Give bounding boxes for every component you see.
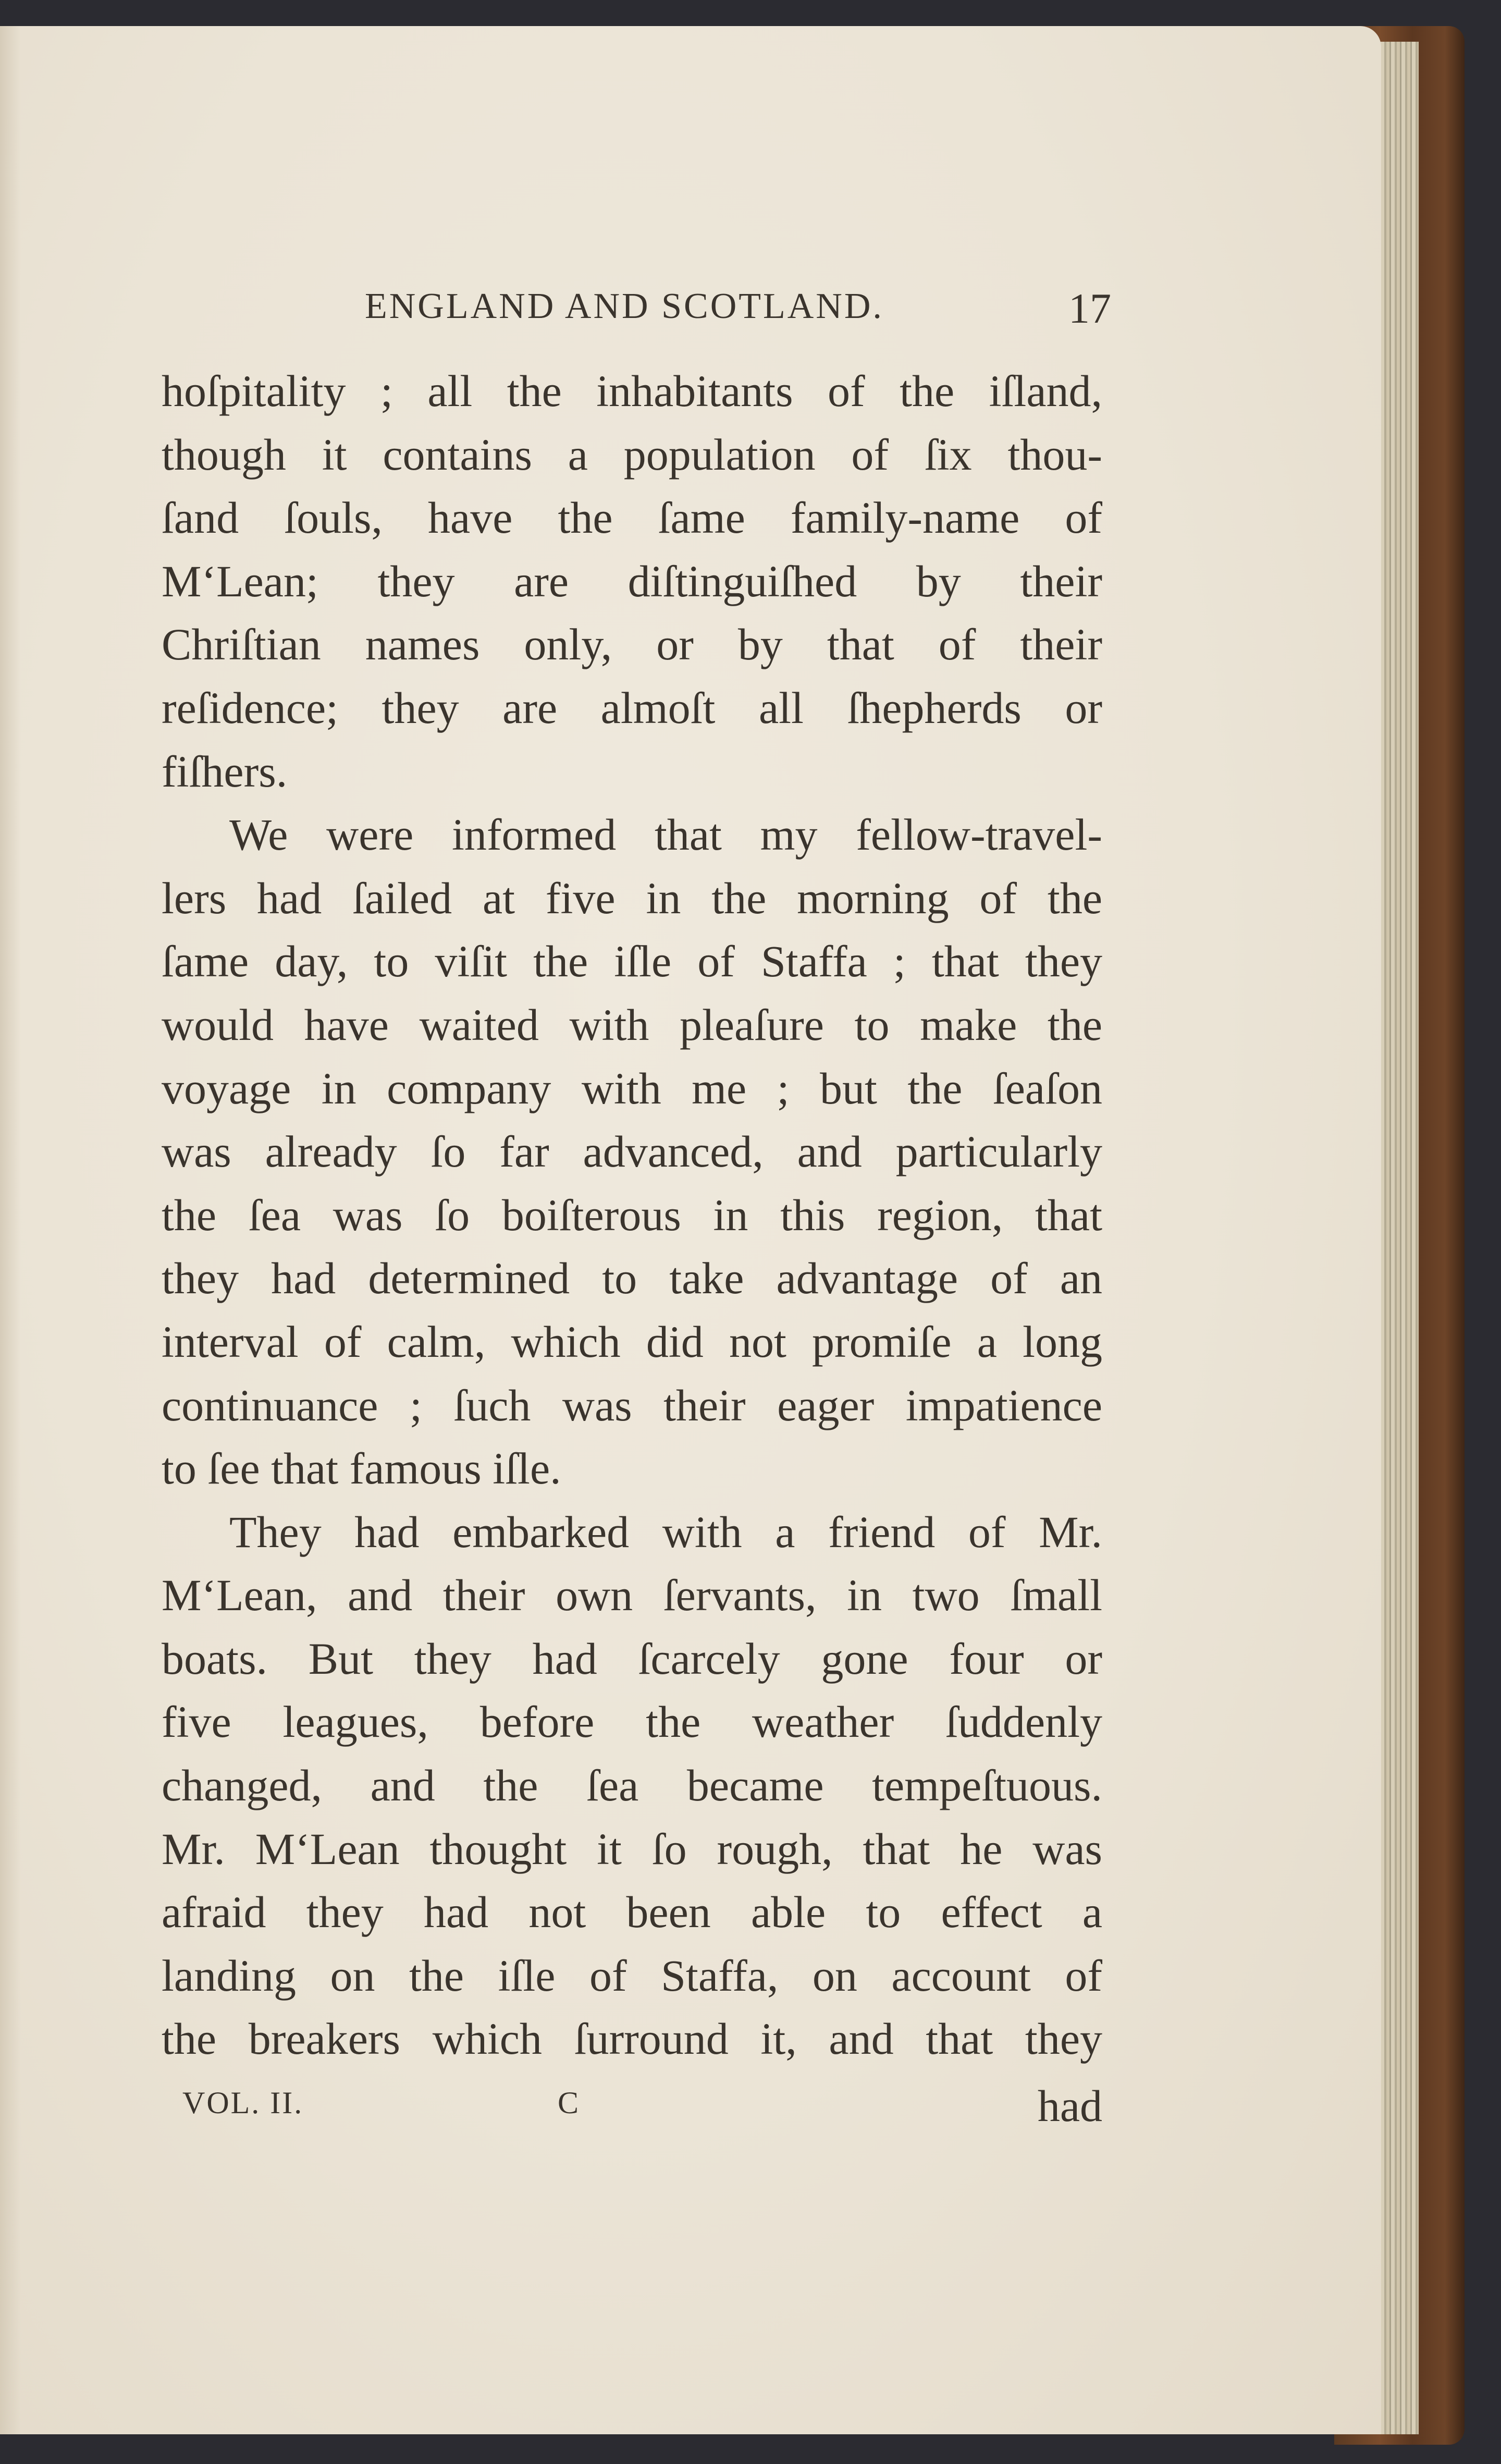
text-line: would have waited with pleaſure to make the [162, 999, 1102, 1050]
text-line: landing on the iſle of Staffa, on account of [162, 1950, 1102, 2001]
text-line: to ſee that famous iſle. [162, 1443, 561, 1494]
text-line: afraid they had not been able to effect a [162, 1887, 1102, 1938]
text-line: though it contains a population of ſix thou- [162, 429, 1102, 480]
text-line: ſame day, to viſit the iſle of Staffa ; that they [162, 936, 1102, 987]
text-line: fiſhers. [162, 746, 288, 796]
text-line: hoſpitality ; all the inhabitants of the iſland, [162, 366, 1102, 416]
page-footer [162, 2080, 1102, 2132]
text-line: M‘Lean; they are diſtinguiſhed by their [162, 556, 1102, 606]
text-line: They had embarked with a friend of Mr. [229, 1506, 1102, 1557]
text-line: Mr. M‘Lean thought it ſo rough, that he was [162, 1823, 1102, 1874]
page-gutter [0, 26, 21, 2434]
signature-mark: C [558, 2086, 579, 2120]
running-title: ENGLAND AND SCOTLAND. [365, 286, 884, 326]
page-number: 17 [1068, 285, 1111, 332]
text-line: M‘Lean, and their own ſervants, in two ſmall [162, 1570, 1102, 1621]
page-leaves-edge [1376, 42, 1419, 2434]
body-text [162, 360, 1102, 2071]
paragraph [162, 803, 1102, 1501]
text-line: voyage in company with me ; but the ſeaſon [162, 1063, 1102, 1113]
paragraph [162, 1501, 1102, 2071]
text-line: reſidence; they are almoſt all ſhepherds or [162, 682, 1102, 733]
text-line: changed, and the ſea became tempeſtuous. [162, 1760, 1102, 1811]
text-line: boats. But they had ſcarcely gone four or [162, 1633, 1102, 1684]
text-line: continuance ; ſuch was their eager impatience [162, 1380, 1102, 1430]
text-line: the ſea was ſo boiſterous in this region, that [162, 1190, 1102, 1240]
text-line: lers had ſailed at five in the morning of the [162, 873, 1102, 923]
catchword: had [1037, 2081, 1102, 2131]
text-line: interval of calm, which did not promiſe a long [162, 1316, 1102, 1367]
text-line: was already ſo far advanced, and particularly [162, 1126, 1102, 1177]
text-line: ſand ſouls, have the ſame family-name of [162, 493, 1102, 543]
text-line: they had determined to take advantage of an [162, 1253, 1102, 1304]
text-line: the breakers which ſurround it, and that they [162, 2014, 1102, 2064]
text-line: We were informed that my fellow-travel- [229, 810, 1102, 860]
text-line: Chriſtian names only, or by that of their [162, 619, 1102, 670]
text-line: five leagues, before the weather ſuddenly [162, 1697, 1102, 1747]
volume-signature: VOL. II. [182, 2086, 304, 2120]
paragraph [162, 360, 1102, 803]
